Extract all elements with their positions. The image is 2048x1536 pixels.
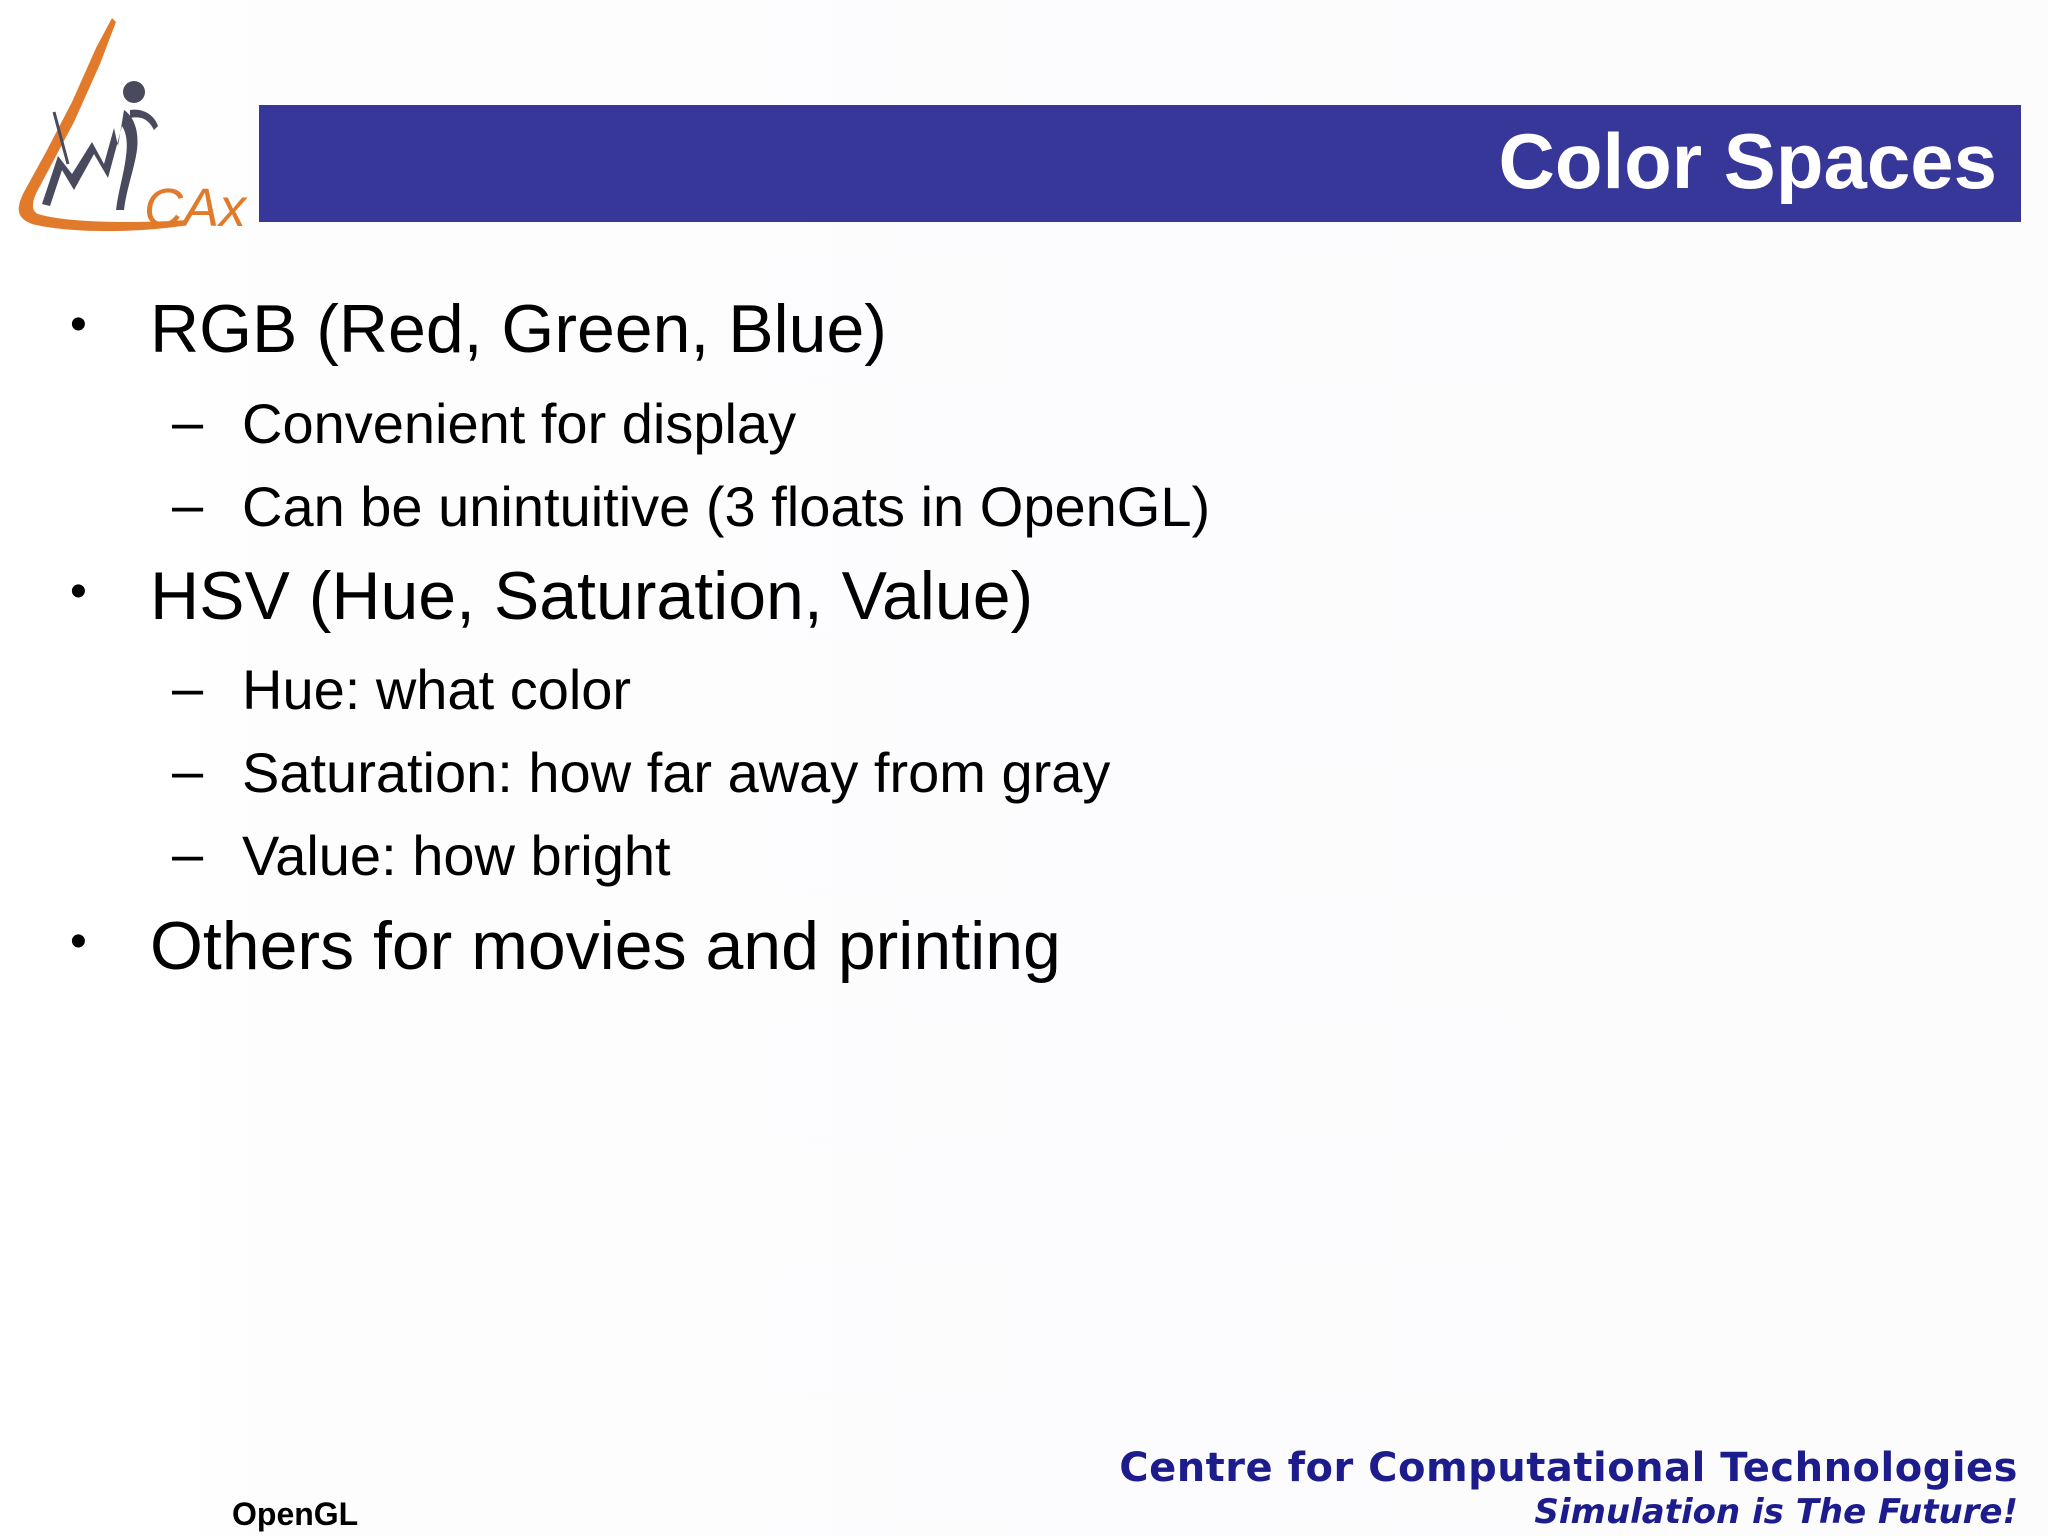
footer-organization-block	[1119, 1444, 2018, 1532]
subitem-text: Value: how bright	[242, 824, 671, 887]
bullet-icon: •	[70, 298, 87, 351]
bullet-icon: •	[70, 915, 87, 968]
bullet-icon: •	[70, 565, 87, 618]
dash-icon: –	[172, 473, 204, 536]
footer-topic: OpenGL	[232, 1496, 359, 1532]
bullet-text: Others for movies and printing	[150, 908, 1061, 984]
footer-organization: Centre for Computational Technologies	[1119, 1445, 2018, 1491]
slide-title: Color Spaces	[1498, 117, 1997, 205]
dash-icon: –	[172, 739, 204, 802]
subitem-text: Convenient for display	[242, 392, 797, 455]
dash-icon: –	[172, 656, 204, 719]
bullet-text: RGB (Red, Green, Blue)	[150, 291, 887, 367]
dash-icon: –	[172, 390, 204, 453]
subitem-text: Hue: what color	[242, 658, 632, 721]
logo-cax-text: CAx	[144, 178, 247, 236]
footer-tagline: Simulation is The Future!	[1534, 1492, 2018, 1532]
subitem-text: Can be unintuitive (3 floats in OpenGL)	[242, 475, 1211, 538]
subitem-text: Saturation: how far away from gray	[242, 741, 1111, 804]
bullet-text: HSV (Hue, Saturation, Value)	[150, 558, 1034, 634]
dash-icon: –	[172, 822, 204, 885]
